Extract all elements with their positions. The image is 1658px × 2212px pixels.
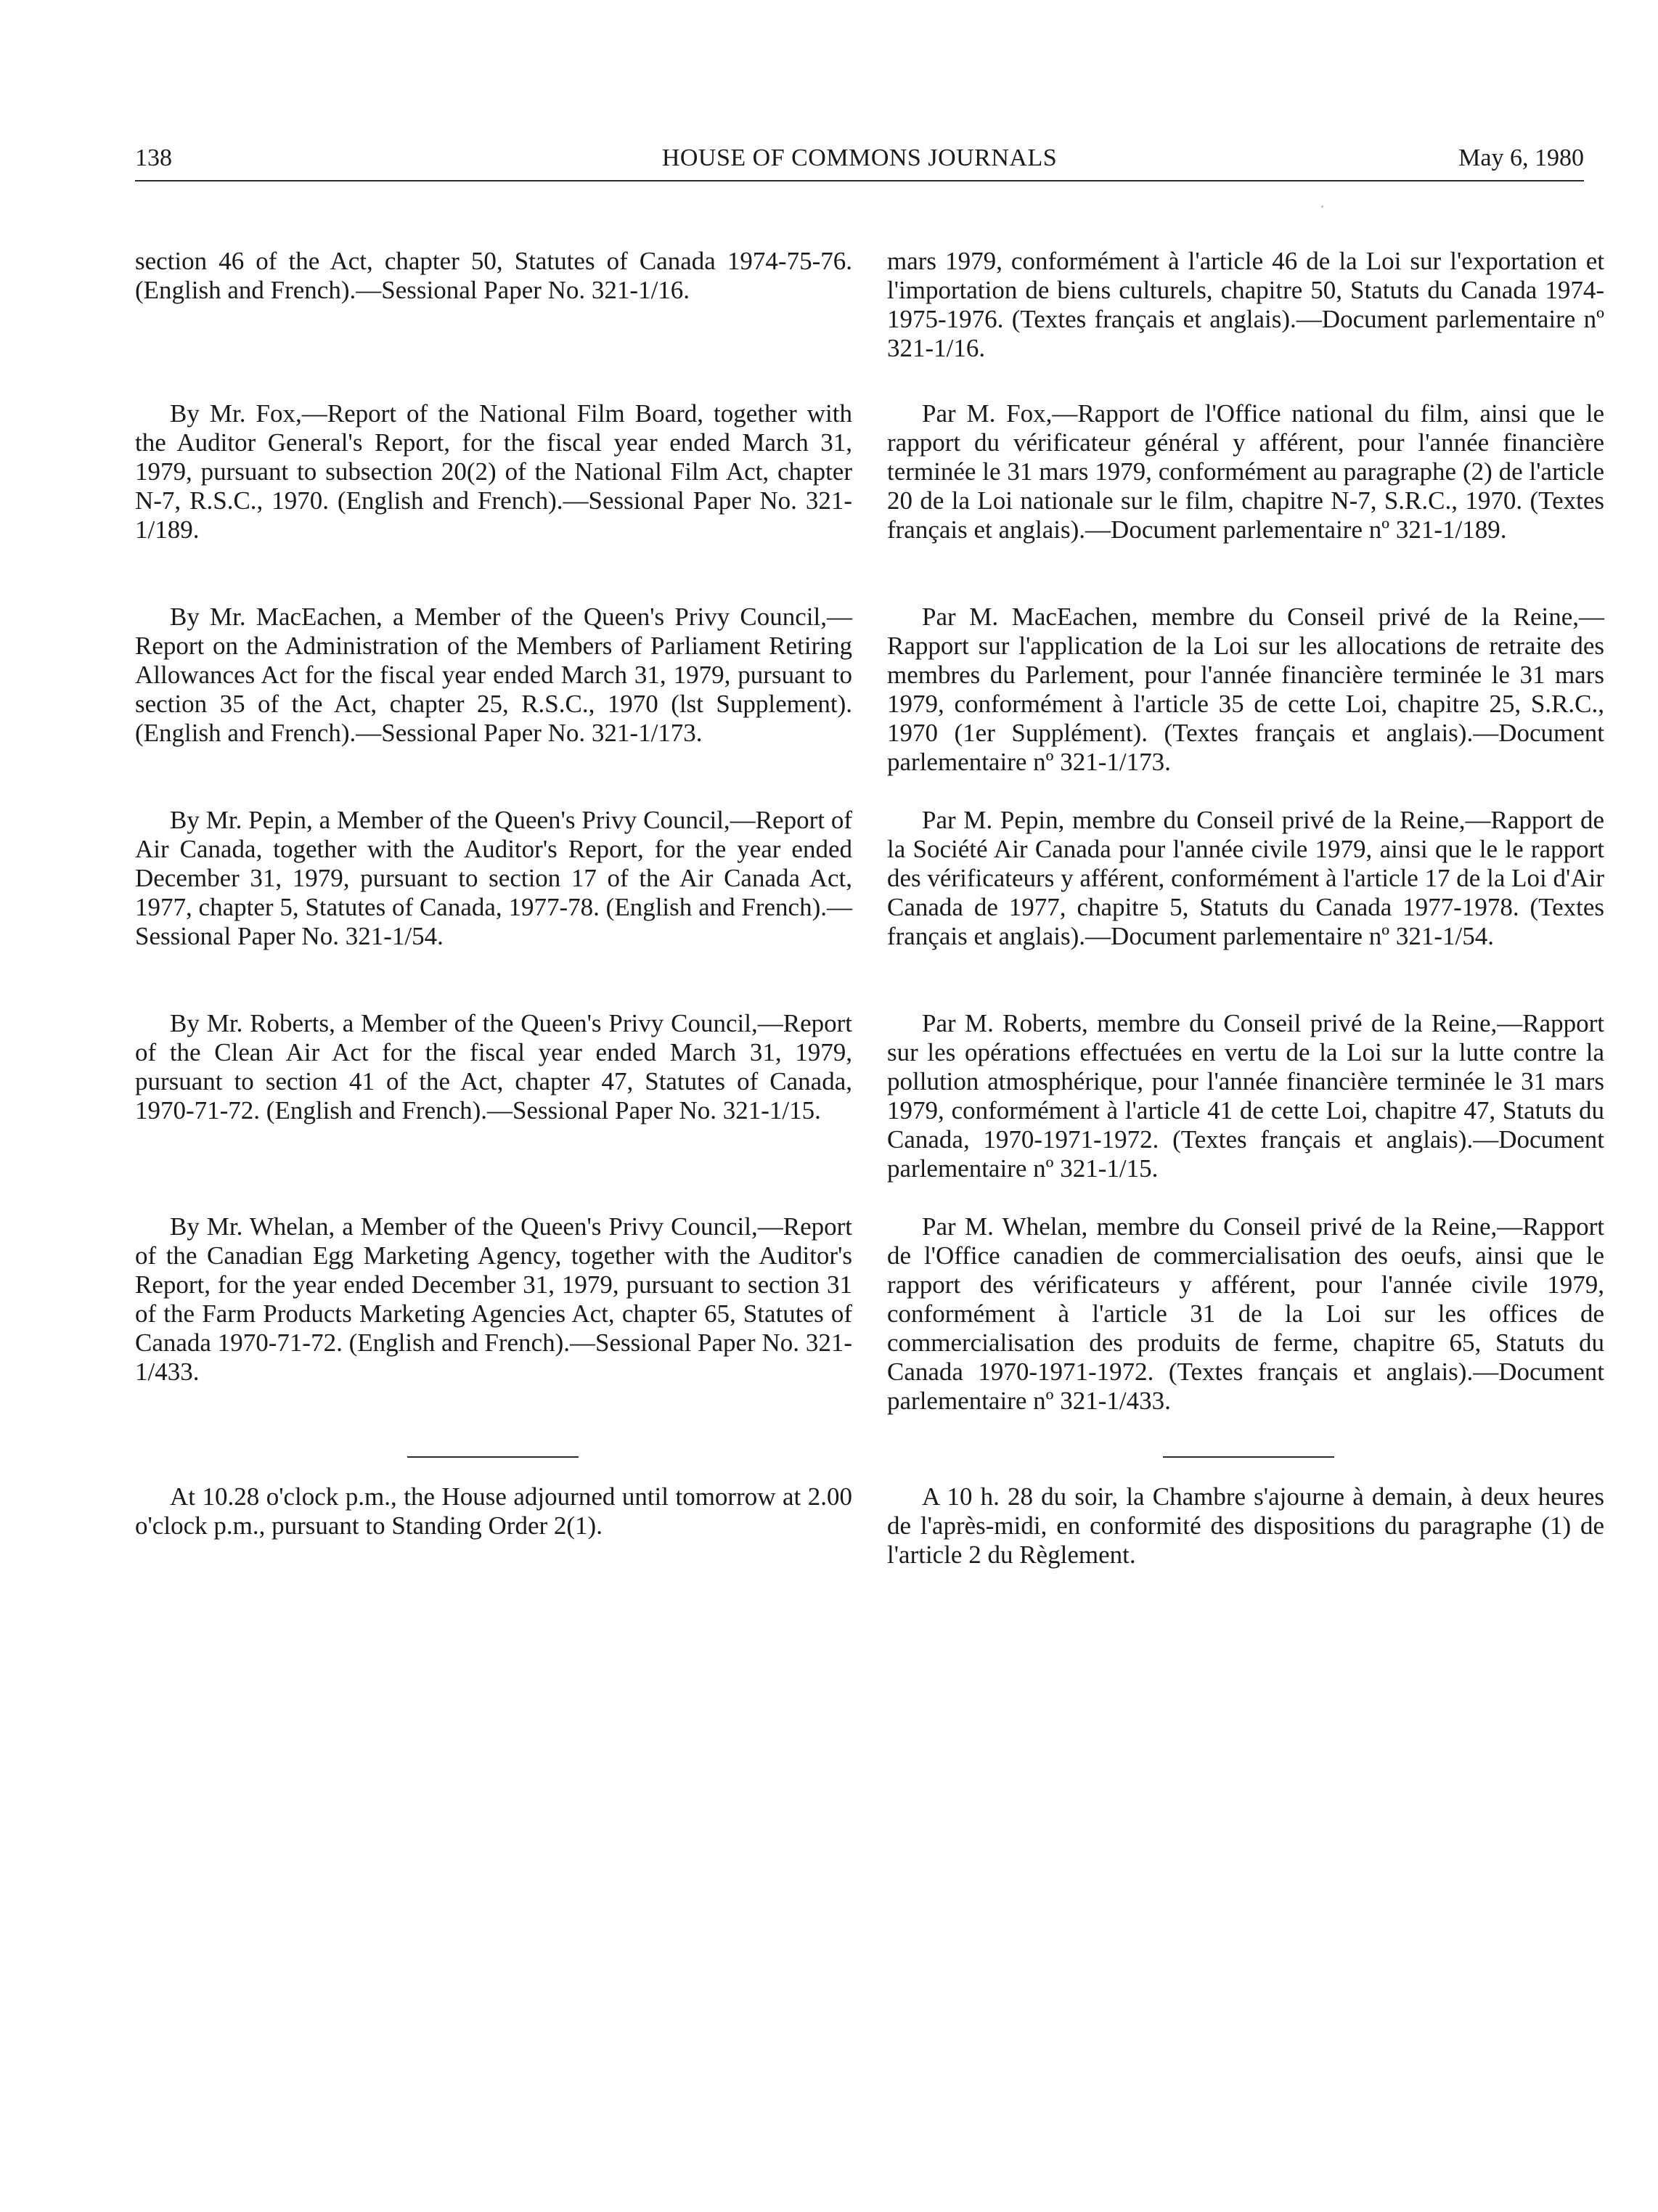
- french-paragraph: mars 1979, conformément à l'article 46 de la Loi sur l'exportation et l'importation de biens culturels, chapitre 50, Statuts du Canada 1974-1975-1976. (Textes français et anglais).—Document parlementaire nº 321-1/16.: [887, 247, 1604, 362]
- english-paragraph: By Mr. MacEachen, a Member of the Queen's Privy Council,—Report on the Administration of the Members of Parliament Retiring Allowances Act for the fiscal year ended March 31, 1979, pursuant to section 35 of the Act, chapter 25, R.S.C., 1970 (lst Supplement). (English and French).—Sessional Paper No. 321-1/173.: [135, 603, 852, 747]
- french-paragraph: Par M. MacEachen, membre du Conseil privé de la Reine,—Rapport sur l'application de la Loi sur les allocations de retraite des membres du Parlement, pour l'année financière terminée le 31 mars 1979, conformément à l'article 35 de cette Loi, chapitre 25, S.R.C., 1970 (1er Supplément). (Textes français et anglais).—Document parlementaire nº 321-1/173.: [887, 603, 1604, 776]
- header-date: May 6, 1980: [1458, 144, 1584, 171]
- english-paragraph: By Mr. Pepin, a Member of the Queen's Privy Council,—Report of Air Canada, together with the Auditor's Report, for the year ended December 31, 1979, pursuant to section 17 of the Air Canada Act, 1977, chapter 5, Statutes of Canada, 1977-78. (English and French).—Sessional Paper No. 321-1/54.: [135, 806, 852, 950]
- journal-title: HOUSE OF COMMONS JOURNALS: [661, 144, 1058, 171]
- french-paragraph: Par M. Roberts, membre du Conseil privé de la Reine,—Rapport sur les opérations effectuées en vertu de la Loi sur la lutte contre la pollution atmosphérique, pour l'année financière terminée le 31 mars 1979, conformément à l'article 41 de cette Loi, chapitre 47, Statuts du Canada, 1970-1971-1972. (Textes français et anglais).—Document parlementaire nº 321-1/15.: [887, 1009, 1604, 1183]
- french-paragraph: Par M. Fox,—Rapport de l'Office national du film, ainsi que le rapport du vérificateur général y afférent, pour l'année financière terminée le 31 mars 1979, conformément au paragraphe (2) de l'article 20 de la Loi nationale sur le film, chapitre N-7, S.R.C., 1970. (Textes français et anglais).—Document parlementaire nº 321-1/189.: [887, 399, 1604, 544]
- page-header: [135, 142, 1584, 181]
- section-divider: [407, 1456, 579, 1458]
- scan-speck: [1321, 205, 1323, 208]
- page-number: 138: [135, 144, 172, 171]
- french-paragraph: Par M. Whelan, membre du Conseil privé de la Reine,—Rapport de l'Office canadien de commercialisation des oeufs, ainsi que le rapport des vérificateurs y afférent, pour l'année civile 1979, conformément à l'article 31 de la Loi sur les offices de commercialisation des produits de ferme, chapitre 65, Statuts du Canada 1970-1971-1972. (Textes français et anglais).—Document parlementaire nº 321-1/433.: [887, 1212, 1604, 1415]
- section-divider: [1163, 1456, 1334, 1458]
- english-paragraph: By Mr. Whelan, a Member of the Queen's Privy Council,—Report of the Canadian Egg Marketing Agency, together with the Auditor's Report, for the year ended December 31, 1979, pursuant to section 31 of the Farm Products Marketing Agencies Act, chapter 65, Statutes of Canada 1970-71-72. (English and French).—Sessional Paper No. 321-1/433.: [135, 1212, 852, 1386]
- french-paragraph: Par M. Pepin, membre du Conseil privé de la Reine,—Rapport de la Société Air Canada pour l'année civile 1979, ainsi que le le rapport des vérificateurs y afférent, conformément à l'article 17 de la Loi d'Air Canada de 1977, chapitre 5, Statuts du Canada 1977-1978. (Textes français et anglais).—Document parlementaire nº 321-1/54.: [887, 806, 1604, 950]
- english-paragraph: By Mr. Fox,—Report of the National Film Board, together with the Auditor General's Report, for the fiscal year ended March 31, 1979, pursuant to subsection 20(2) of the National Film Act, chapter N-7, R.S.C., 1970. (English and French).—Sessional Paper No. 321-1/189.: [135, 399, 852, 544]
- english-paragraph: By Mr. Roberts, a Member of the Queen's Privy Council,—Report of the Clean Air Act for the fiscal year ended March 31, 1979, pursuant to section 41 of the Act, chapter 47, Statutes of Canada, 1970-71-72. (English and French).—Sessional Paper No. 321-1/15.: [135, 1009, 852, 1125]
- adjournment-paragraph: A 10 h. 28 du soir, la Chambre s'ajourne à demain, à deux heures de l'après-midi, en conformité des dispositions du paragraphe (1) de l'article 2 du Règlement.: [887, 1482, 1604, 1569]
- adjournment-paragraph: At 10.28 o'clock p.m., the House adjourned until tomorrow at 2.00 o'clock p.m., pursuant to Standing Order 2(1).: [135, 1482, 852, 1540]
- english-paragraph: section 46 of the Act, chapter 50, Statutes of Canada 1974-75-76. (English and French).—Sessional Paper No. 321-1/16.: [135, 247, 852, 304]
